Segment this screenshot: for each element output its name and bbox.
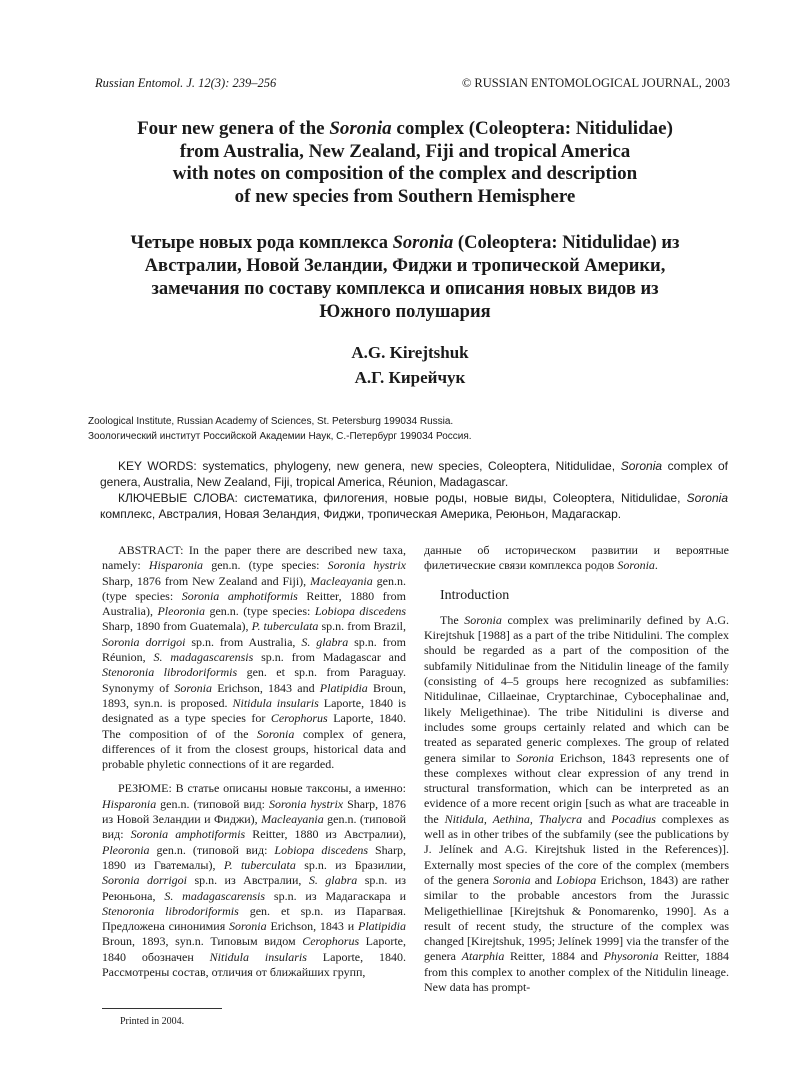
rezume-text: sp.n. из Австралии, — [187, 873, 309, 888]
title-text: (Coleoptera: Nitidulidae) из — [453, 233, 680, 253]
abstract-paragraph — [102, 543, 406, 772]
taxon-name: Lobiopa discedens — [274, 842, 369, 857]
taxon-name: Lobiopa discedens — [314, 604, 406, 619]
taxon-name: Soronia — [617, 558, 655, 573]
rezume-paragraph — [102, 781, 406, 980]
rezume-text: gen.n. (типовой вид: — [149, 842, 275, 857]
printed-note: Printed in 2004. — [120, 1016, 185, 1027]
body-text: Erichson, 1843 represents one of these complexes without clear expression of any trend in structural transformation, which can be interpreted as an evidence of a more recent origin [such as what are traceable in the — [424, 750, 729, 826]
abstract-text: sp.n. from Australia, — [185, 634, 302, 649]
section-heading-introduction: Introduction — [440, 587, 510, 603]
body-text: The — [440, 612, 465, 627]
rezume-text: Reitter, 1880 из Австралии), — [245, 827, 407, 842]
taxon-name: Soronia hystrix — [268, 796, 344, 811]
abstract-text: gen.n. (type species: — [203, 558, 328, 573]
right-column — [424, 543, 729, 995]
left-column — [102, 543, 406, 980]
body-text: Reitter, 1884 and — [504, 949, 604, 964]
rezume-text: gen.n. (типовой вид: — [156, 796, 269, 811]
keywords-genus: Soronia — [620, 459, 663, 473]
taxon-name: Soronia amphotiformis — [130, 827, 246, 842]
rezume-text: sp.n. из Бразилии, — [295, 857, 406, 872]
rezume-text: Laporte, 1840 обозначен — [102, 934, 406, 964]
taxon-name: Lobiopa — [556, 872, 597, 887]
taxon-name: Soronia — [464, 612, 502, 627]
rezume-text: Laporte, 1840. Рассмотрены состав, отличия от ближайших групп, — [102, 949, 407, 980]
taxon-name: Nitidula insularis — [232, 695, 319, 710]
body-text: complexes as well as in other tribes of the subfamily (see the publications by J. Jelínek and A.G. Kirejtshuk listed in the References)]. Externally most species of the core of the complex (members of the genera — [424, 811, 729, 887]
rezume-text: Sharp, 1890 из Гватемалы), — [102, 842, 406, 872]
title-line: with notes on composition of the complex and description — [172, 163, 638, 184]
taxon-name: Nitidula insularis — [209, 949, 307, 964]
keywords-text: complex of genera, Australia, New Zealand, Fiji, tropical America, Réunion, Madagascar. — [100, 459, 728, 489]
abstract-text: sp.n. from Madagascar and — [253, 650, 406, 665]
title-text: complex (Coleoptera: Nitidulidae) — [391, 118, 673, 139]
title-genus: Soronia — [329, 118, 392, 139]
taxon-name: Hisparonia — [102, 796, 157, 811]
taxon-name: Soronia amphotiformis — [181, 588, 298, 603]
affiliation-english: Zoological Institute, Russian Academy of Sciences, St. Petersburg 199034 Russia. — [88, 416, 454, 427]
body-text: Erichson, 1843) are rather similar to the probable ancestors from the Jurassic Meligethiellinae [Kirejtshuk & Ponomarenko, 1990]. As a result of recent study, the structure of the complex was changed [Kirejtshuk, 1995; Jelínek 1999] via the transfer of the genera — [424, 872, 730, 964]
taxon-name: Stenoronia librodoriformis — [102, 903, 239, 918]
body-text: and — [530, 872, 557, 887]
abstract-text: ABSTRACT: In the paper there are described new taxa, namely: — [102, 543, 406, 573]
abstract-text: Laporte, 1840. The composition of of the — [102, 711, 407, 741]
rezume-continuation — [424, 543, 729, 574]
body-text: and — [582, 811, 612, 826]
taxon-name: Cerophorus — [270, 711, 328, 726]
author-name-russian: А.Г. Кирейчук — [354, 368, 466, 387]
taxon-name: Soronia hystrix — [327, 558, 407, 573]
taxon-name: Platipidia — [358, 919, 406, 934]
title-line: замечания по составу комплекса и описания новых видов из — [151, 279, 659, 299]
rezume-text: gen.n. (типовой вид: — [102, 812, 407, 842]
keywords-text: КЛЮЧЕВЫЕ СЛОВА: систематика, филогения, новые роды, новые виды, Coleoptera, Nitidulidae, — [118, 491, 687, 505]
keywords-text: комплекс, Австралия, Новая Зеландия, Фиджи, тропическая Америка, Реюньон, Мадагаскар. — [100, 507, 622, 521]
abstract-text: Erichson, 1843 and — [211, 680, 320, 695]
abstract-text: sp.n. from Brazil, — [318, 619, 406, 634]
taxon-name: Soronia dorrigoi — [102, 634, 186, 649]
title-line — [80, 118, 730, 141]
taxon-name: Soronia — [229, 919, 267, 934]
rezume-text: . — [654, 558, 658, 573]
taxon-name: S. glabra — [308, 873, 358, 888]
abstract-text: Reitter, 1880 from Australia), — [102, 588, 406, 619]
keywords-russian — [100, 490, 728, 522]
taxon-name: Soronia — [516, 750, 554, 765]
rezume-text: Broun, 1893, syn.n. Типовым видом — [102, 934, 303, 949]
introduction-paragraph — [424, 613, 729, 995]
affiliation-russian: Зоологический институт Российской Академии Наук, С.-Петербург 199034 Россия. — [88, 431, 472, 442]
title-line: from Australia, New Zealand, Fiji and tropical America — [179, 140, 631, 162]
taxon-name: Pleoronia — [102, 842, 150, 857]
taxon-name: Pocadius — [611, 811, 656, 826]
taxon-name: Pleoronia — [157, 604, 206, 619]
journal-citation: Russian Entomol. J. 12(3): 239–256 — [95, 76, 277, 90]
taxon-name: Macleayania — [310, 573, 373, 588]
taxon-name: Cerophorus — [302, 934, 360, 949]
abstract-text: gen.n. (type species: — [102, 573, 406, 603]
abstract-text: complex of genera, differences of it from the closest groups, historical data and probable phyletic connections of it are regarded. — [102, 726, 406, 772]
title-line — [60, 232, 750, 255]
title-line: Австралии, Новой Зеландии, Фиджи и тропической Америки, — [144, 256, 666, 276]
abstract-text: Broun, 1893, syn.n. is proposed. — [102, 680, 407, 710]
rezume-text: gen. et sp.n. из Парагвая. Предложена синонимия — [102, 903, 406, 934]
title-text: Четыре новых рода комплекса — [130, 233, 393, 253]
footnote-rule — [102, 1008, 222, 1009]
keywords-text: KEY WORDS: systematics, phylogeny, new genera, new species, Coleoptera, Nitidulidae, — [118, 459, 621, 473]
abstract-text: Sharp, 1876 from New Zealand and Fiji), — [102, 573, 311, 588]
title-text: Four new genera of the — [137, 118, 330, 139]
taxon-name: Soronia dorrigoi — [102, 873, 188, 888]
taxon-name: S. madagascarensis — [164, 888, 266, 903]
taxon-name: Physoronia — [603, 949, 659, 964]
taxon-name: Nitidula, Aethina, Thalycra — [444, 811, 583, 826]
taxon-name: Stenoronia librodoriformis — [102, 665, 238, 680]
abstract-text: gen.n. (type species: — [205, 604, 315, 619]
taxon-name: Soronia — [493, 872, 531, 887]
title-english — [80, 118, 730, 208]
rezume-text: sp.n. из Реюньона, — [102, 873, 406, 903]
body-text: Reitter, 1884 from this complex to another complex of the Nitidulin lineage. New data has prompt- — [424, 949, 729, 995]
taxon-name: P. tuberculata — [251, 619, 319, 634]
body-text: complex was preliminarily defined by A.G. Kirejtshuk [1988] as a part of the tribe Nitidulini. The complex should be regarded as a part of the composition of the subfamily Nitidulinae from the Nitidulin lineage of the family (consisting of 4–5 groups here recognized as subfamilies: Nitidulinae, Cillaeinae, Cryptarchinae, Cybocephalinae and, likely Meligethinae). The tribe Nitidulini is diverse and includes some groups certainly related and which can be treated as separated generic complexes. The group of related genera similar to — [424, 612, 729, 765]
taxon-name: S. glabra — [301, 634, 349, 649]
title-russian — [60, 232, 750, 324]
keywords-english — [100, 458, 728, 490]
taxon-name: P. tuberculata — [223, 857, 296, 872]
title-genus: Soronia — [392, 233, 454, 253]
abstract-text: gen. et sp.n. from Paraguay. Synonymy of — [102, 665, 406, 695]
rezume-text: sp.n. из Мадагаскара и — [265, 888, 407, 903]
rezume-text: данные об историческом развитии и вероятные филетические связи комплекса родов — [424, 543, 729, 573]
copyright-notice: © RUSSIAN ENTOMOLOGICAL JOURNAL, 2003 — [461, 76, 730, 90]
taxon-name: Hisparonia — [148, 558, 204, 573]
author-name-english: A.G. Kirejtshuk — [351, 343, 469, 362]
abstract-text: Sharp, 1890 from Guatemala), — [102, 619, 252, 634]
abstract-text: sp.n. from Réunion, — [102, 634, 406, 665]
title-line: Южного полушария — [319, 302, 491, 322]
taxon-name: Atarphia — [461, 949, 505, 964]
taxon-name: Platipidia — [319, 680, 368, 695]
rezume-text: РЕЗЮМЕ: В статье описаны новые таксоны, а именно: — [118, 781, 406, 796]
rezume-text: Sharp, 1876 из Новой Зеландии и Фиджи), — [102, 796, 407, 827]
taxon-name: Macleayania — [261, 812, 324, 827]
title-line: of new species from Southern Hemisphere — [234, 185, 576, 207]
abstract-text: Laporte, 1840 is designated as a type species for — [102, 695, 406, 726]
taxon-name: S. madagascarensis — [153, 650, 254, 665]
taxon-name: Soronia — [256, 726, 295, 741]
taxon-name: Soronia — [174, 680, 212, 695]
keywords-genus: Soronia — [686, 491, 728, 505]
rezume-text: Erichson, 1843 и — [266, 919, 358, 934]
